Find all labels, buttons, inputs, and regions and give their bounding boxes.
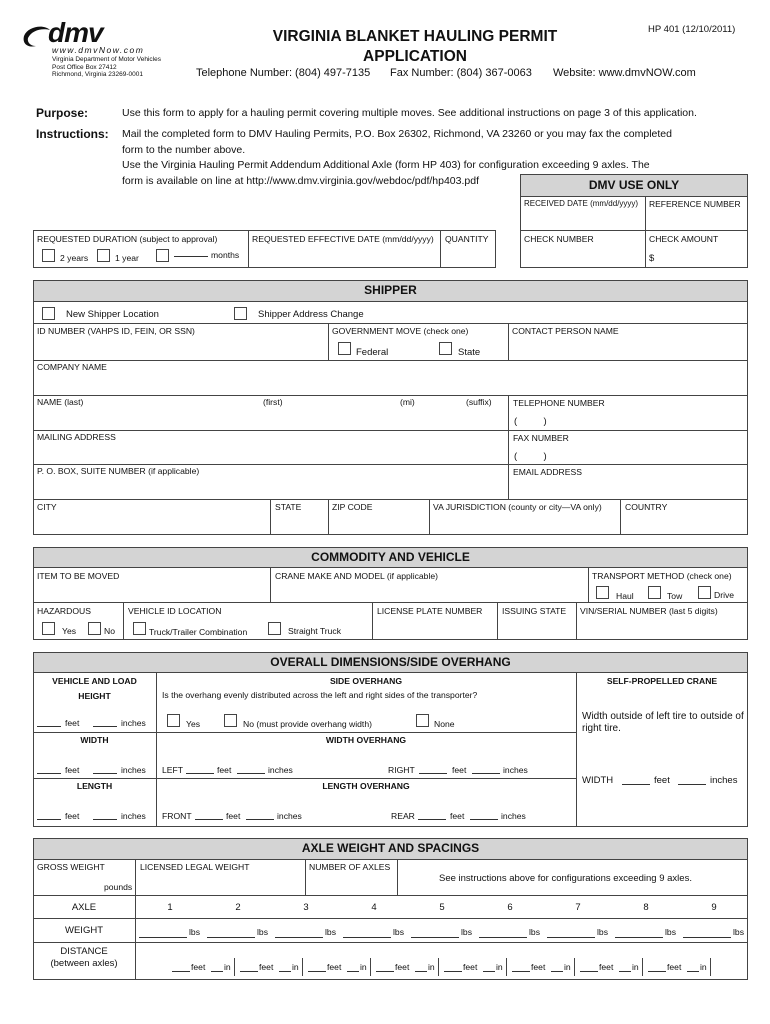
tow-checkbox[interactable] (648, 586, 661, 599)
contact-person-label: CONTACT PERSON NAME (512, 326, 619, 336)
truck-trailer-checkbox[interactable] (133, 622, 146, 635)
fax-parens[interactable]: ( ) (514, 451, 547, 462)
shipper-address-change-checkbox[interactable] (234, 307, 247, 320)
federal-label: Federal (356, 347, 389, 358)
website-line: Website: www.dmvNOW.com (553, 67, 696, 79)
distance-feet-input[interactable] (308, 971, 326, 972)
crane-make-model-label: CRANE MAKE AND MODEL (if applicable) (275, 571, 439, 581)
axle-number-3: 3 (303, 902, 309, 913)
new-shipper-location-label: New Shipper Location (66, 309, 159, 320)
name-suffix-label: (suffix) (466, 397, 492, 407)
licensed-legal-weight-label: LICENSED LEGAL WEIGHT (140, 862, 250, 872)
length-label: LENGTH (76, 781, 113, 791)
logo-text: dmv (48, 17, 103, 48)
axle-number-9: 9 (711, 902, 717, 913)
months-checkbox[interactable] (156, 249, 169, 262)
crane-width-feet-blank[interactable] (622, 784, 650, 785)
distance-feet-input[interactable] (648, 971, 666, 972)
axle-weight-input-4[interactable] (343, 937, 391, 938)
number-of-axles-label: NUMBER OF AXLES (309, 862, 391, 872)
drive-label: Drive (714, 590, 735, 600)
one-year-label: 1 year (115, 253, 139, 263)
axle-weight-lbs-label: lbs (529, 927, 540, 937)
distance-feet-input[interactable] (240, 971, 258, 972)
country-label: COUNTRY (625, 502, 668, 512)
agency-name: Virginia Department of Motor Vehicles (52, 56, 161, 63)
issuing-state-label: ISSUING STATE (502, 606, 567, 616)
logo-url: www.dmvNow.com (52, 45, 145, 55)
truck-trailer-label: Truck/Trailer Combination (149, 627, 248, 637)
weight-row-label: WEIGHT (65, 925, 103, 936)
overhang-yes-checkbox[interactable] (167, 714, 180, 727)
instructions-line: Use the Virginia Hauling Permit Addendum Additional Axle (form HP 403) for configuration exceeding 9 axles. The (122, 159, 650, 171)
axle-weight-input-8[interactable] (615, 937, 663, 938)
distance-inches-label: in (224, 962, 231, 972)
height-feet-blank[interactable] (37, 726, 61, 727)
distance-inches-input[interactable] (687, 971, 699, 972)
distance-feet-input[interactable] (512, 971, 530, 972)
distance-label: DISTANCE (60, 946, 108, 957)
distance-feet-input[interactable] (376, 971, 394, 972)
axle-number-2: 2 (235, 902, 241, 913)
axle-weight-input-3[interactable] (275, 937, 323, 938)
commodity-vehicle-header: COMMODITY AND VEHICLE (33, 547, 748, 568)
months-label: months (211, 250, 240, 260)
form-number: HP 401 (12/10/2011) (648, 24, 736, 35)
gross-weight-label: GROSS WEIGHT (37, 862, 105, 872)
rear-feet-label: feet (450, 811, 465, 821)
distance-inches-input[interactable] (483, 971, 495, 972)
front-feet-blank[interactable] (195, 819, 223, 820)
agency-city: Richmond, Virginia 23269-0001 (52, 71, 143, 78)
distance-feet-label: feet (327, 962, 342, 972)
haul-label: Haul (616, 591, 634, 601)
distance-feet-input[interactable] (580, 971, 598, 972)
right-feet-blank[interactable] (419, 773, 447, 774)
id-number-label: ID NUMBER (VAHPS ID, FEIN, OR SSN) (37, 326, 195, 336)
axle-number-7: 7 (575, 902, 581, 913)
received-date-label: RECEIVED DATE (mm/dd/yyyy) (524, 199, 639, 208)
government-move-label: GOVERNMENT MOVE (check one) (332, 326, 469, 336)
months-blank[interactable] (174, 256, 208, 257)
axle-weight-lbs-label: lbs (189, 927, 200, 937)
company-name-label: COMPANY NAME (37, 362, 107, 372)
fax-line: Fax Number: (804) 367-0063 (390, 67, 532, 79)
zip-code-label: ZIP CODE (332, 502, 373, 512)
axle-number-1: 1 (167, 902, 173, 913)
dmv-use-only-header: DMV USE ONLY (520, 174, 748, 197)
distance-separator (642, 958, 643, 976)
self-propelled-crane-label: SELF-PROPELLED CRANE (606, 676, 718, 686)
dimensions-header: OVERALL DIMENSIONS/SIDE OVERHANG (33, 652, 748, 673)
distance-separator (370, 958, 371, 976)
instructions-line: form is available on line at http://www.dmv.virginia.gov/webdoc/pdf/hp403.pdf (122, 174, 479, 187)
vehicle-and-load-label: VEHICLE AND LOAD (52, 676, 137, 686)
new-shipper-location-checkbox[interactable] (42, 307, 55, 320)
distance-separator (438, 958, 439, 976)
axle-weight-lbs-label: lbs (393, 927, 404, 937)
distance-feet-label: feet (531, 962, 546, 972)
right-inches-blank[interactable] (472, 773, 500, 774)
mailing-address-label: MAILING ADDRESS (37, 432, 116, 442)
requested-duration-label: REQUESTED DURATION (subject to approval) (37, 234, 218, 244)
distance-inches-label: in (360, 962, 367, 972)
transport-method-label: TRANSPORT METHOD (check one) (592, 571, 732, 581)
axle-number-4: 4 (371, 902, 377, 913)
distance-separator (506, 958, 507, 976)
axle-weight-lbs-label: lbs (733, 927, 744, 937)
crane-width-feet-label: feet (654, 775, 670, 786)
axle-weight-input-9[interactable] (683, 937, 731, 938)
width-label: WIDTH (80, 735, 109, 745)
left-inches-blank[interactable] (237, 773, 265, 774)
front-inches-blank[interactable] (246, 819, 274, 820)
overhang-none-label: None (434, 719, 455, 729)
left-inches-label: inches (268, 765, 293, 775)
distance-row-label (33, 946, 135, 970)
distance-inches-label: in (700, 962, 707, 972)
height-inches-blank[interactable] (93, 726, 117, 727)
right-feet-label: feet (452, 765, 467, 775)
axle-weight-input-7[interactable] (547, 937, 595, 938)
haul-checkbox[interactable] (596, 586, 609, 599)
one-year-checkbox[interactable] (97, 249, 110, 262)
distance-inches-input[interactable] (415, 971, 427, 972)
distance-separator (574, 958, 575, 976)
reference-number-label: REFERENCE NUMBER (649, 199, 741, 209)
crane-width-text (582, 711, 744, 735)
overhang-yes-label: Yes (186, 719, 201, 729)
telephone-parens[interactable]: ( ) (514, 416, 547, 427)
distance-feet-label: feet (191, 962, 206, 972)
overhang-no-label: No (must provide overhang width) (243, 719, 372, 729)
distance-feet-label: feet (395, 962, 410, 972)
pounds-label: pounds (104, 882, 133, 892)
distance-separator (234, 958, 235, 976)
distance-inches-label: in (496, 962, 503, 972)
distance-inches-label: in (632, 962, 639, 972)
axle-number-8: 8 (643, 902, 649, 913)
hazardous-yes-label: Yes (62, 626, 77, 636)
va-jurisdiction-label: VA JURISDICTION (county or city—VA only) (433, 502, 602, 512)
side-overhang-label: SIDE OVERHANG (329, 676, 403, 686)
width-inches-label: inches (121, 765, 146, 775)
length-overhang-label: LENGTH OVERHANG (322, 781, 410, 791)
crane-width-label: WIDTH (582, 775, 614, 786)
length-inches-blank[interactable] (93, 819, 117, 820)
straight-truck-label: Straight Truck (288, 626, 342, 636)
distance-separator (302, 958, 303, 976)
rear-label: REAR (391, 811, 415, 821)
axle-weight-lbs-label: lbs (325, 927, 336, 937)
shipper-address-change-label: Shipper Address Change (258, 309, 364, 320)
rear-inches-label: inches (501, 811, 526, 821)
fax-number-label: FAX NUMBER (513, 433, 569, 443)
left-feet-blank[interactable] (186, 773, 214, 774)
distance-feet-label: feet (667, 962, 682, 972)
crane-width-line: right tire. (582, 723, 621, 734)
right-inches-label: inches (503, 765, 528, 775)
front-inches-label: inches (277, 811, 302, 821)
rear-inches-blank[interactable] (470, 819, 498, 820)
height-label: HEIGHT (78, 691, 111, 701)
axle-weight-lbs-label: lbs (257, 927, 268, 937)
po-box-label: P. O. BOX, SUITE NUMBER (if applicable) (37, 466, 200, 476)
telephone-number-label: TELEPHONE NUMBER (513, 398, 605, 408)
width-feet-label: feet (65, 765, 80, 775)
axle-row-label: AXLE (71, 902, 97, 913)
drive-checkbox[interactable] (698, 586, 711, 599)
license-plate-label: LICENSE PLATE NUMBER (377, 606, 483, 616)
crane-width-line: Width outside of left tire to outside of (582, 711, 744, 722)
between-axles-label: (between axles) (50, 958, 118, 969)
overhang-question: Is the overhang evenly distributed across the left and right sides of the transporter? (162, 690, 478, 700)
effective-date-label: REQUESTED EFFECTIVE DATE (mm/dd/yyyy) (252, 234, 434, 244)
agency-address (52, 56, 161, 79)
length-feet-label: feet (65, 811, 80, 821)
vehicle-id-location-label: VEHICLE ID LOCATION (128, 606, 222, 616)
quantity-label: QUANTITY (445, 234, 489, 244)
height-feet-label: feet (65, 718, 80, 728)
state-checkbox-label: State (458, 347, 481, 358)
width-inches-blank[interactable] (93, 773, 117, 774)
width-overhang-label: WIDTH OVERHANG (325, 735, 407, 745)
distance-inches-input[interactable] (347, 971, 359, 972)
two-years-label: 2 years (60, 253, 89, 263)
axle-weight-input-2[interactable] (207, 937, 255, 938)
distance-separator (710, 958, 711, 976)
axle-weight-lbs-label: lbs (597, 927, 608, 937)
crane-width-inches-label: inches (710, 775, 738, 786)
check-number-label: CHECK NUMBER (524, 234, 594, 244)
tow-label: Tow (667, 591, 683, 601)
shipper-header: SHIPPER (33, 280, 748, 302)
distance-inches-input[interactable] (279, 971, 291, 972)
federal-checkbox[interactable] (338, 342, 351, 355)
axle-header: AXLE WEIGHT AND SPACINGS (33, 838, 748, 860)
see-instructions-note: See instructions above for configurations exceeding 9 axles. (439, 873, 692, 884)
distance-feet-label: feet (463, 962, 478, 972)
axle-weight-lbs-label: lbs (461, 927, 472, 937)
name-mi-label: (mi) (400, 397, 415, 407)
name-last-label: NAME (last) (37, 397, 84, 407)
hazardous-label: HAZARDOUS (37, 606, 91, 616)
telephone-line: Telephone Number: (804) 497-7135 (196, 67, 371, 79)
purpose-label: Purpose: (36, 106, 89, 120)
axle-weight-lbs-label: lbs (665, 927, 676, 937)
distance-inches-input[interactable] (551, 971, 563, 972)
purpose-text: Use this form to apply for a hauling permit covering multiple moves. See additional instructions on page 3 of this application. (122, 107, 697, 119)
city-label: CITY (37, 502, 57, 512)
rear-feet-blank[interactable] (418, 819, 446, 820)
title-line-1: VIRGINIA BLANKET HAULING PERMIT (272, 28, 558, 45)
right-label: RIGHT (388, 765, 415, 775)
axle-weight-input-1[interactable] (139, 937, 187, 938)
distance-feet-input[interactable] (172, 971, 190, 972)
instructions-line: form to the number above. (122, 143, 246, 156)
length-inches-label: inches (121, 811, 146, 821)
overhang-no-checkbox[interactable] (224, 714, 237, 727)
distance-feet-input[interactable] (444, 971, 462, 972)
left-label: LEFT (162, 765, 184, 775)
distance-inches-label: in (292, 962, 299, 972)
distance-inches-input[interactable] (211, 971, 223, 972)
distance-inches-input[interactable] (619, 971, 631, 972)
front-feet-label: feet (226, 811, 241, 821)
distance-inches-label: in (564, 962, 571, 972)
email-address-label: EMAIL ADDRESS (513, 467, 582, 477)
axle-number-5: 5 (439, 902, 445, 913)
distance-feet-label: feet (599, 962, 614, 972)
hazardous-yes-checkbox[interactable] (42, 622, 55, 635)
axle-weight-input-6[interactable] (479, 937, 527, 938)
overhang-none-checkbox[interactable] (416, 714, 429, 727)
agency-pobox: Post Office Box 27412 (52, 63, 117, 71)
width-feet-blank[interactable] (37, 773, 61, 774)
item-to-be-moved-label: ITEM TO BE MOVED (37, 571, 120, 581)
axle-number-6: 6 (507, 902, 513, 913)
two-years-checkbox[interactable] (42, 249, 55, 262)
hazardous-no-label: No (104, 626, 115, 636)
title-line-2: APPLICATION (363, 48, 467, 65)
state-checkbox[interactable] (439, 342, 452, 355)
left-feet-label: feet (217, 765, 232, 775)
front-label: FRONT (162, 811, 192, 821)
straight-truck-checkbox[interactable] (268, 622, 281, 635)
instructions-label: Instructions: (36, 127, 109, 141)
vin-serial-label: VIN/SERIAL NUMBER (last 5 digits) (580, 606, 718, 616)
dollar-sign: $ (649, 253, 655, 264)
check-amount-label: CHECK AMOUNT (649, 234, 719, 244)
height-inches-label: inches (121, 718, 146, 728)
axle-weight-input-5[interactable] (411, 937, 459, 938)
length-feet-blank[interactable] (37, 819, 61, 820)
name-first-label: (first) (263, 397, 283, 407)
distance-feet-label: feet (259, 962, 274, 972)
distance-inches-label: in (428, 962, 435, 972)
form-title (230, 27, 600, 67)
crane-width-inches-blank[interactable] (678, 784, 706, 785)
instructions-line: Mail the completed form to DMV Hauling Permits, P.O. Box 26302, Richmond, VA 23260 or you may fax the completed (122, 128, 672, 140)
hazardous-no-checkbox[interactable] (88, 622, 101, 635)
state-label: STATE (275, 502, 302, 512)
